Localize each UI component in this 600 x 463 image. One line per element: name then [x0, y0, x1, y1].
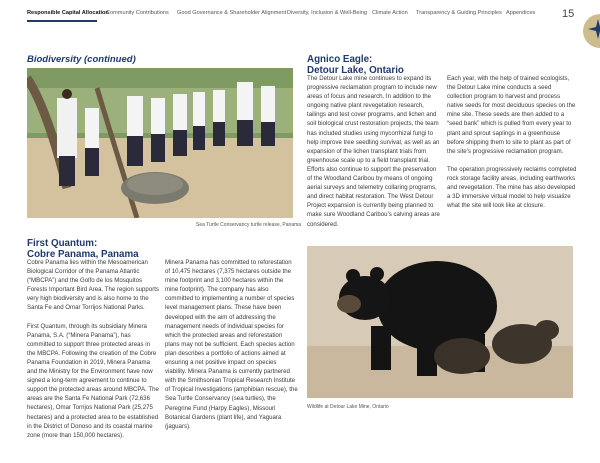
nav-climate-action[interactable]: Climate Action	[372, 10, 408, 16]
first-quantum-title	[27, 238, 139, 260]
agnico-eagle-col2	[447, 74, 577, 219]
bear-photo-caption: Wildlife at Detour Lake Mine, Ontario	[307, 404, 389, 410]
first-quantum-para-3: Minera Panama has committed to reforestation of 10,475 hectares (7,375 hectares outside the mine footprint and 3,100 hectares within the mine footprint). The company has also committed to implementing a number of species level management plans. These have been developed with the aim of addressing the management needs of individual species for which the protected areas and reforestation plans may not be sufficient. Each species action plan describes a portfolio of actions aimed at ensuring a net positive impact on species viability. Minera Panama is currently partnered with the Smithsonian Tropical Research Institute of Tropical Investigations (amphibian rescue), the Sea Turtle Conservancy (sea turtles), the Peregrine Fund (Harpy Eagles), Missouri Botanical Gardens (plant life), and Yaguara (jaguars).	[165, 259, 298, 430]
turtle-photo-caption: Sea Turtle Conservancy turtle release, Panama	[196, 222, 302, 228]
nav-responsible-capital-allocation[interactable]: Responsible Capital Allocation	[27, 10, 109, 16]
first-quantum-para-1: Cobre Panama lies within the Mesoamerican Biological Corridor of the Panama Atlantic (“MBCPA”) and the Golfo de los Mosquitos Forests Important Bird Area. The region supports very high biodiversity and is also home to the Santa Fe and Omar Torrijos National Parks.	[27, 259, 159, 312]
first-quantum-title-line1: First Quantum:	[27, 238, 98, 249]
agnico-eagle-title	[307, 54, 404, 76]
top-navigation	[0, 0, 600, 26]
first-quantum-title-line2: Cobre Panama, Panama	[27, 249, 139, 260]
nav-diversity-inclusion[interactable]: Diversity, Inclusion & Well-Being	[287, 10, 367, 16]
first-quantum-col1	[27, 258, 160, 449]
first-quantum-col2	[165, 258, 298, 440]
nav-transparency[interactable]: Transparency & Guiding Principles	[416, 10, 502, 16]
agnico-eagle-para-3: The operation progressively reclaims completed rock storage facility areas, including earthworks and revegetation. The mine has also developed a 3D immersive virtual model to help visualize what the site will look like at closure.	[447, 165, 577, 210]
agnico-eagle-para-1: The Detour Lake mine continues to expand its progressive reclamation program to include new areas of focus and research. In addition to the ongoing native plant revegetation research, tailings and test cover programs, and lichen and soil biological crust restoration projects, the team has included studies using mycorrhizal fungi to help improve tree seedling survival, as well as an expansion of the lichen transplant trials from greenhouse scale up to a field transplant trial. Efforts also continue to support the preservation of the Woodland Caribou by means of ongoing aerial surveys and telemetry collaring programs, and direct habitat restoration. The West Detour Project expansion is currently being planned to make sure Woodland Caribou’s calving areas are considered.	[307, 75, 440, 228]
agnico-eagle-col1	[307, 74, 443, 238]
nav-community-contributions[interactable]: Community Contributions	[106, 10, 169, 16]
biodiversity-heading: Biodiversity (continued)	[27, 54, 136, 65]
first-quantum-para-2: First Quantum, through its subsidiary Minera Panama, S.A. (“Minera Panama”), has committed to support three protected areas in the MBCPA. Following the creation of the Cobre Panama Foundation in 2019, Minera Panama and the Ministry for the Environment have now signed a long-term agreement to continue to support the protected areas around MBCPA. The areas are the Santa Fe National Park (72,636 hectares), Omar Torrijos National Park (25,275 hectares) and a protected area to be established in the District of Donoso and its coastal marine zone (more than 150,000 hectares).	[27, 322, 159, 439]
agnico-eagle-title-line2: Detour Lake, Ontario	[307, 65, 404, 76]
turtle-release-photo	[27, 68, 293, 218]
agnico-eagle-para-2: Each year, with the help of trained ecologists, the Detour Lake mine conducts a seed collection program to harvest and process native seeds for most deciduous species on the mine site. These seeds are then added to a “seed bank” which is pulled from every year to plant and sprout saplings in a greenhouse before shipping them to site to plant as part of the site’s progressive reclamation program.	[447, 75, 576, 155]
active-nav-underline	[27, 20, 97, 22]
bear-wildlife-photo	[307, 246, 573, 398]
agnico-eagle-title-line1: Agnico Eagle:	[307, 54, 373, 65]
page-number: 15	[562, 8, 575, 20]
nav-appendices[interactable]: Appendices	[506, 10, 536, 16]
nav-good-governance[interactable]: Good Governance & Shareholder Alignment	[177, 10, 287, 16]
